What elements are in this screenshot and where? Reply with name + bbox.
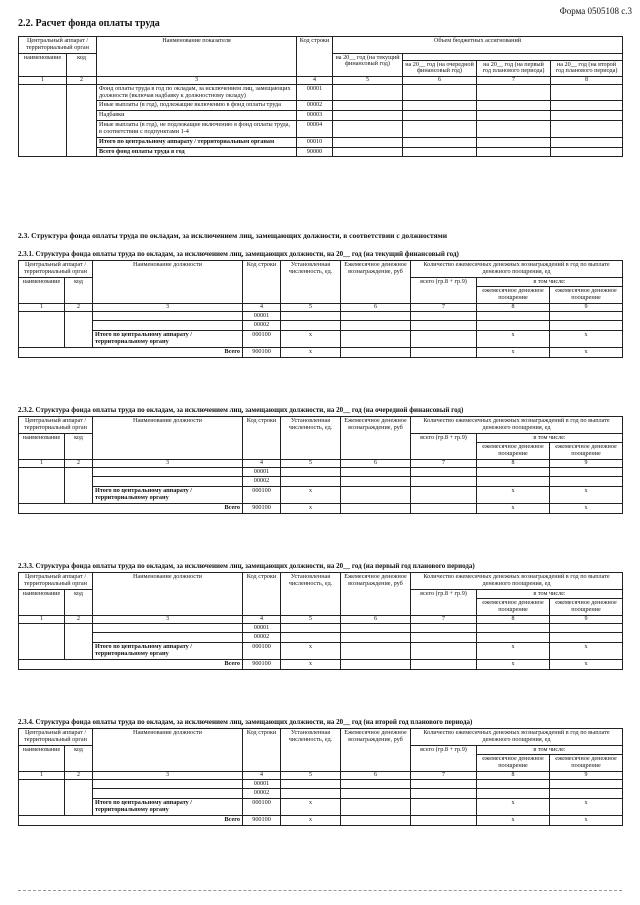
header-total: всего (гр.8 + гр.9) xyxy=(411,277,477,303)
header-count: Количество ежемесячных денежных вознаграждений в год по выплате денежного поощрения, ед xyxy=(411,417,623,434)
header-line: Код строки xyxy=(243,729,281,772)
value-cell[interactable] xyxy=(411,347,477,357)
header-volume: Объем бюджетных ассигнований xyxy=(333,37,623,54)
value-cell[interactable] xyxy=(341,311,411,321)
x-mark: x xyxy=(477,503,550,513)
position-cell[interactable] xyxy=(93,321,243,331)
header-line: Код строки xyxy=(243,573,281,616)
header-count: Количество ежемесячных денежных вознаграждений в год по выплате денежного поощрения, ед xyxy=(411,729,623,746)
header-position: Наименование должности xyxy=(93,261,243,304)
x-mark: x xyxy=(281,659,341,669)
value-cell[interactable] xyxy=(550,467,623,477)
col-num: 4 xyxy=(297,77,333,85)
row-code: 90000 xyxy=(297,147,333,157)
x-mark: x xyxy=(477,347,550,357)
col-num: 2 xyxy=(65,616,93,624)
row-code: 00010 xyxy=(297,137,333,147)
x-mark: x xyxy=(477,799,550,816)
x-mark: x xyxy=(281,331,341,348)
col-num: 4 xyxy=(243,616,281,624)
dept-code-cell[interactable] xyxy=(65,311,93,347)
row-code: 00001 xyxy=(297,84,333,101)
col-num: 5 xyxy=(333,77,403,85)
dept-name-cell[interactable] xyxy=(19,311,65,347)
value-cell[interactable] xyxy=(411,487,477,504)
footer-rule xyxy=(18,890,622,891)
grand-total-label: Всего xyxy=(19,503,243,513)
col-num: 1 xyxy=(19,616,65,624)
header-code: код xyxy=(65,277,93,303)
value-cell[interactable] xyxy=(341,789,411,799)
header-name: наименование xyxy=(19,745,65,771)
value-cell[interactable] xyxy=(477,321,550,331)
col-num: 4 xyxy=(243,772,281,780)
grand-total-code: 900100 xyxy=(243,503,281,513)
value-cell[interactable] xyxy=(551,121,623,138)
value-cell[interactable] xyxy=(281,789,341,799)
header-monthly: ежемесячное денежное поощрение xyxy=(477,443,550,460)
subtotal-label: Итого по центральному аппарату / территориальным органам xyxy=(97,137,297,147)
header-name: наименование xyxy=(19,589,65,615)
col-num: 3 xyxy=(97,77,297,85)
row-label: Фонд оплаты труда в год по окладам, за исключением лиц, замещающих должности (включая надбавку к должностному окладу) xyxy=(97,84,297,101)
value-cell[interactable] xyxy=(341,643,411,660)
header-code: код xyxy=(65,433,93,459)
value-cell[interactable] xyxy=(341,633,411,643)
value-cell[interactable] xyxy=(550,779,623,789)
subsection-2-3-3 xyxy=(18,562,622,670)
dept-name-cell[interactable] xyxy=(19,779,65,815)
col-num: 8 xyxy=(477,772,550,780)
x-mark: x xyxy=(281,815,341,825)
col-num: 1 xyxy=(19,304,65,312)
value-cell[interactable] xyxy=(411,467,477,477)
header-code: код xyxy=(65,745,93,771)
x-mark: x xyxy=(477,815,550,825)
col-num: 1 xyxy=(19,772,65,780)
grand-total-label: Всего xyxy=(19,347,243,357)
col-num: 6 xyxy=(403,77,477,85)
row-code: 00002 xyxy=(243,633,281,643)
header-name: наименование xyxy=(19,277,65,303)
row-code: 00001 xyxy=(243,623,281,633)
header-monthly-2: ежемесячное денежное поощрение xyxy=(550,443,623,460)
structure-table xyxy=(18,728,623,826)
dept-name-cell[interactable] xyxy=(19,467,65,503)
header-staff: Установленная численность, ед. xyxy=(281,573,341,616)
value-cell[interactable] xyxy=(281,311,341,321)
subsection-2-3-2 xyxy=(18,406,622,514)
value-cell[interactable] xyxy=(403,111,477,121)
dept-name-cell[interactable] xyxy=(19,84,67,157)
position-cell[interactable] xyxy=(93,477,243,487)
dept-name-cell[interactable] xyxy=(19,623,65,659)
header-total: всего (гр.8 + гр.9) xyxy=(411,433,477,459)
row-code: 00002 xyxy=(297,101,333,111)
col-num: 6 xyxy=(341,772,411,780)
header-staff: Установленная численность, ед. xyxy=(281,729,341,772)
subtotal-label: Итого по центральному аппарату / территориальному органу xyxy=(93,331,243,348)
col-num: 6 xyxy=(341,616,411,624)
header-dept: Центральный аппарат / территориальный орган xyxy=(19,37,97,54)
row-code: 00002 xyxy=(243,477,281,487)
x-mark: x xyxy=(477,331,550,348)
x-mark: x xyxy=(281,487,341,504)
value-cell[interactable] xyxy=(477,147,551,157)
value-cell[interactable] xyxy=(341,477,411,487)
subsection-2-3-4 xyxy=(18,718,622,826)
position-cell[interactable] xyxy=(93,467,243,477)
col-num: 8 xyxy=(477,304,550,312)
header-position: Наименование должности xyxy=(93,417,243,460)
x-mark: x xyxy=(477,659,550,669)
header-monthly-2: ежемесячное денежное поощрение xyxy=(550,755,623,772)
value-cell[interactable] xyxy=(281,467,341,477)
header-monthly-2: ежемесячное денежное поощрение xyxy=(550,287,623,304)
row-code: 00003 xyxy=(297,111,333,121)
row-code: 00001 xyxy=(243,779,281,789)
grand-total-code: 900100 xyxy=(243,815,281,825)
header-incl: в том числе: xyxy=(477,589,623,599)
value-cell[interactable] xyxy=(477,633,550,643)
header-dept: Центральный аппарат / территориальный орган xyxy=(19,417,93,434)
header-salary: Ежемесячное денежное вознаграждение, руб xyxy=(341,261,411,304)
value-cell[interactable] xyxy=(333,111,403,121)
value-cell[interactable] xyxy=(411,789,477,799)
col-num: 9 xyxy=(550,772,623,780)
header-total: всего (гр.8 + гр.9) xyxy=(411,745,477,771)
header-count: Количество ежемесячных денежных вознаграждений в год по выплате денежного поощрения, ед xyxy=(411,573,623,590)
col-num: 9 xyxy=(550,460,623,468)
row-code: 00002 xyxy=(243,789,281,799)
col-num: 8 xyxy=(477,460,550,468)
main-title: 2.2. Расчет фонда оплаты труда xyxy=(18,18,160,29)
x-mark: x xyxy=(550,347,623,357)
header-monthly: ежемесячное денежное поощрение xyxy=(477,599,550,616)
header-staff: Установленная численность, ед. xyxy=(281,261,341,304)
position-cell[interactable] xyxy=(93,633,243,643)
section-2-3-title: 2.3. Структура фонда оплаты труда по окладам, за исключением лиц, замещающих должности, в соответствии с должностями xyxy=(18,231,448,240)
structure-table xyxy=(18,416,623,514)
value-cell[interactable] xyxy=(281,633,341,643)
subtotal-label: Итого по центральному аппарату / территориальному органу xyxy=(93,799,243,816)
row-label: Иные выплаты (в год), подлежащие включению в фонд оплаты труда xyxy=(97,101,297,111)
subtotal-code: 000100 xyxy=(243,331,281,348)
col-num: 2 xyxy=(65,772,93,780)
value-cell[interactable] xyxy=(477,137,551,147)
value-cell[interactable] xyxy=(341,799,411,816)
header-y3: на 20__ год (на второй год планового периода) xyxy=(551,60,623,77)
value-cell[interactable] xyxy=(550,633,623,643)
col-num: 6 xyxy=(341,304,411,312)
value-cell[interactable] xyxy=(411,779,477,789)
header-count: Количество ежемесячных денежных вознаграждений в год по выплате денежного поощрения, ед xyxy=(411,261,623,278)
value-cell[interactable] xyxy=(403,147,477,157)
header-name: наименование xyxy=(19,53,67,77)
x-mark: x xyxy=(550,503,623,513)
col-num: 6 xyxy=(341,460,411,468)
value-cell[interactable] xyxy=(411,311,477,321)
col-num: 9 xyxy=(550,304,623,312)
header-monthly: ежемесячное денежное поощрение xyxy=(477,287,550,304)
value-cell[interactable] xyxy=(551,147,623,157)
value-cell[interactable] xyxy=(403,101,477,111)
x-mark: x xyxy=(550,799,623,816)
col-num: 7 xyxy=(411,616,477,624)
subtotal-code: 000100 xyxy=(243,487,281,504)
header-spacer xyxy=(403,53,623,60)
value-cell[interactable] xyxy=(551,111,623,121)
header-salary: Ежемесячное денежное вознаграждение, руб xyxy=(341,417,411,460)
header-code: код xyxy=(65,589,93,615)
x-mark: x xyxy=(281,799,341,816)
header-y0: на 20__ год (на текущий финансовый год) xyxy=(333,53,403,77)
subsection-title: 2.3.1. Структура фонда оплаты труда по окладам, за исключением лиц, замещающих должности, на 20__ год (на текущий финансовый год) xyxy=(18,250,459,258)
value-cell[interactable] xyxy=(403,84,477,101)
value-cell[interactable] xyxy=(333,121,403,138)
row-code: 00001 xyxy=(243,311,281,321)
x-mark: x xyxy=(281,643,341,660)
payroll-calc-table xyxy=(18,36,623,157)
col-num: 3 xyxy=(93,460,243,468)
subtotal-code: 000100 xyxy=(243,799,281,816)
value-cell[interactable] xyxy=(341,467,411,477)
x-mark: x xyxy=(550,815,623,825)
col-num: 8 xyxy=(477,616,550,624)
position-cell[interactable] xyxy=(93,789,243,799)
value-cell[interactable] xyxy=(477,467,550,477)
value-cell[interactable] xyxy=(333,101,403,111)
position-cell[interactable] xyxy=(93,779,243,789)
value-cell[interactable] xyxy=(411,643,477,660)
grand-total-code: 900100 xyxy=(243,659,281,669)
position-cell[interactable] xyxy=(93,311,243,321)
subsection-title: 2.3.2. Структура фонда оплаты труда по окладам, за исключением лиц, замещающих должности, на 20__ год (на очередной финансовый год) xyxy=(18,406,464,414)
value-cell[interactable] xyxy=(477,84,551,101)
header-salary: Ежемесячное денежное вознаграждение, руб xyxy=(341,573,411,616)
value-cell[interactable] xyxy=(477,789,550,799)
structure-table xyxy=(18,572,623,670)
value-cell[interactable] xyxy=(341,779,411,789)
value-cell[interactable] xyxy=(411,623,477,633)
value-cell[interactable] xyxy=(477,623,550,633)
header-monthly: ежемесячное денежное поощрение xyxy=(477,755,550,772)
value-cell[interactable] xyxy=(333,84,403,101)
value-cell[interactable] xyxy=(281,477,341,487)
value-cell[interactable] xyxy=(281,779,341,789)
value-cell[interactable] xyxy=(333,147,403,157)
value-cell[interactable] xyxy=(411,633,477,643)
value-cell[interactable] xyxy=(281,321,341,331)
x-mark: x xyxy=(550,643,623,660)
col-num: 8 xyxy=(551,77,623,85)
header-indicator: Наименование показателя xyxy=(97,37,297,77)
col-num: 1 xyxy=(19,460,65,468)
header-line: Код строки xyxy=(243,261,281,304)
header-dept: Центральный аппарат / территориальный орган xyxy=(19,729,93,746)
subsection-title: 2.3.3. Структура фонда оплаты труда по окладам, за исключением лиц, замещающих должности, на 20__ год (на первый год планового периода) xyxy=(18,562,475,570)
dept-code-cell[interactable] xyxy=(65,623,93,659)
header-y1: на 20__ год (на очередной финансовый год) xyxy=(403,60,477,77)
col-num: 5 xyxy=(281,616,341,624)
col-num: 7 xyxy=(477,77,551,85)
col-num: 2 xyxy=(67,77,97,85)
structure-table xyxy=(18,260,623,358)
col-num: 2 xyxy=(65,460,93,468)
header-y2: на 20__ год (на первый год планового периода) xyxy=(477,60,551,77)
x-mark: x xyxy=(550,331,623,348)
value-cell[interactable] xyxy=(411,799,477,816)
value-cell[interactable] xyxy=(477,311,550,321)
value-cell[interactable] xyxy=(411,815,477,825)
header-incl: в том числе: xyxy=(477,277,623,287)
col-num: 2 xyxy=(65,304,93,312)
row-code: 00001 xyxy=(243,467,281,477)
value-cell[interactable] xyxy=(411,659,477,669)
dept-code-cell[interactable] xyxy=(65,467,93,503)
value-cell[interactable] xyxy=(403,137,477,147)
header-staff: Установленная численность, ед. xyxy=(281,417,341,460)
header-name: наименование xyxy=(19,433,65,459)
value-cell[interactable] xyxy=(550,789,623,799)
header-total: всего (гр.8 + гр.9) xyxy=(411,589,477,615)
col-num: 3 xyxy=(93,304,243,312)
value-cell[interactable] xyxy=(477,477,550,487)
col-num: 1 xyxy=(19,77,67,85)
section-2-2 xyxy=(18,36,622,157)
header-salary: Ежемесячное денежное вознаграждение, руб xyxy=(341,729,411,772)
header-line: Код строки xyxy=(297,37,333,77)
value-cell[interactable] xyxy=(341,623,411,633)
col-num: 4 xyxy=(243,304,281,312)
col-num: 4 xyxy=(243,460,281,468)
value-cell[interactable] xyxy=(333,137,403,147)
header-incl: в том числе: xyxy=(477,433,623,443)
value-cell[interactable] xyxy=(551,137,623,147)
dept-code-cell[interactable] xyxy=(65,779,93,815)
value-cell[interactable] xyxy=(550,623,623,633)
col-num: 9 xyxy=(550,616,623,624)
row-code: 00004 xyxy=(297,121,333,138)
x-mark: x xyxy=(550,487,623,504)
col-num: 5 xyxy=(281,304,341,312)
value-cell[interactable] xyxy=(550,321,623,331)
value-cell[interactable] xyxy=(411,503,477,513)
x-mark: x xyxy=(281,347,341,357)
header-line: Код строки xyxy=(243,417,281,460)
header-position: Наименование должности xyxy=(93,573,243,616)
value-cell[interactable] xyxy=(411,321,477,331)
value-cell[interactable] xyxy=(411,331,477,348)
subtotal-label: Итого по центральному аппарату / территориальному органу xyxy=(93,487,243,504)
grand-total-label: Всего xyxy=(19,659,243,669)
x-mark: x xyxy=(477,643,550,660)
x-mark: x xyxy=(550,659,623,669)
header-code: код xyxy=(67,53,97,77)
value-cell[interactable] xyxy=(550,477,623,487)
value-cell[interactable] xyxy=(341,503,411,513)
x-mark: x xyxy=(477,487,550,504)
col-num: 5 xyxy=(281,460,341,468)
header-monthly-2: ежемесячное денежное поощрение xyxy=(550,599,623,616)
value-cell[interactable] xyxy=(477,121,551,138)
value-cell[interactable] xyxy=(477,101,551,111)
value-cell[interactable] xyxy=(341,347,411,357)
subsection-title: 2.3.4. Структура фонда оплаты труда по окладам, за исключением лиц, замещающих должности, на 20__ год (на второй год планового периода) xyxy=(18,718,473,726)
value-cell[interactable] xyxy=(477,111,551,121)
grand-total-label: Всего xyxy=(19,815,243,825)
value-cell[interactable] xyxy=(411,477,477,487)
x-mark: x xyxy=(281,503,341,513)
value-cell[interactable] xyxy=(551,84,623,101)
value-cell[interactable] xyxy=(341,659,411,669)
header-dept: Центральный аппарат / территориальный орган xyxy=(19,573,93,590)
value-cell[interactable] xyxy=(551,101,623,111)
value-cell[interactable] xyxy=(341,487,411,504)
value-cell[interactable] xyxy=(477,779,550,789)
col-num: 7 xyxy=(411,772,477,780)
dept-code-cell[interactable] xyxy=(67,84,97,157)
value-cell[interactable] xyxy=(550,311,623,321)
col-num: 5 xyxy=(281,772,341,780)
value-cell[interactable] xyxy=(341,321,411,331)
form-code: Форма 0505108 с.3 xyxy=(559,6,632,16)
section-2-3 xyxy=(18,232,622,244)
header-incl: в том числе: xyxy=(477,745,623,755)
row-label: Надбавки xyxy=(97,111,297,121)
col-num: 3 xyxy=(93,616,243,624)
value-cell[interactable] xyxy=(341,815,411,825)
subtotal-code: 000100 xyxy=(243,643,281,660)
total-label: Всего фонд оплаты труда в год xyxy=(97,147,297,157)
header-position: Наименование должности xyxy=(93,729,243,772)
value-cell[interactable] xyxy=(341,331,411,348)
subtotal-label: Итого по центральному аппарату / территориальному органу xyxy=(93,643,243,660)
row-code: 00002 xyxy=(243,321,281,331)
subsection-2-3-1 xyxy=(18,250,622,358)
value-cell[interactable] xyxy=(281,623,341,633)
row-label: Иные выплаты (в год), не подлежащие включению в фонд оплаты труда, в соответствии с подпунктами 1-4 xyxy=(97,121,297,138)
col-num: 7 xyxy=(411,460,477,468)
header-dept: Центральный аппарат / территориальный орган xyxy=(19,261,93,278)
col-num: 7 xyxy=(411,304,477,312)
col-num: 3 xyxy=(93,772,243,780)
position-cell[interactable] xyxy=(93,623,243,633)
value-cell[interactable] xyxy=(403,121,477,138)
grand-total-code: 900100 xyxy=(243,347,281,357)
